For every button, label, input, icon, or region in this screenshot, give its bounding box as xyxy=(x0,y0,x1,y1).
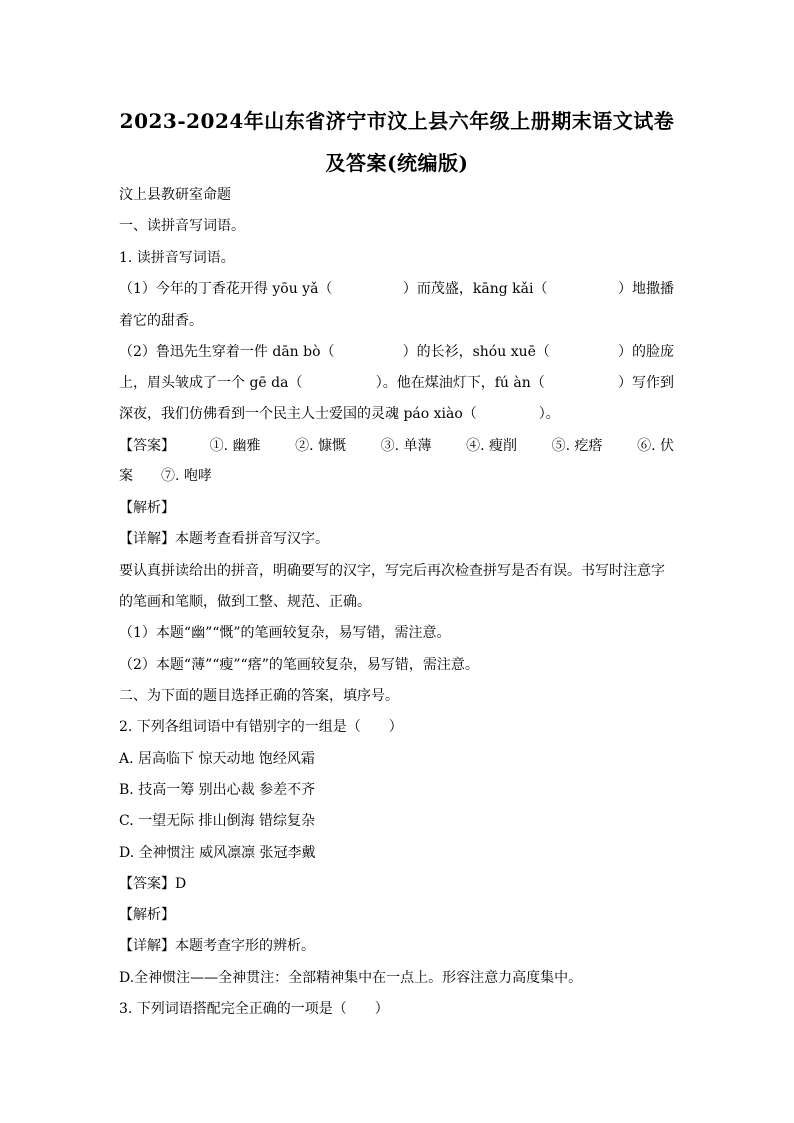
question-2-detail: 【详解】本题考查字形的辨析。 xyxy=(119,938,315,954)
author-line: 汶上县教研室命题 xyxy=(119,187,231,203)
question-1-explain-line-2: 的笔画和笔顺，做到工整、规范、正确。 xyxy=(119,594,371,610)
question-1-explain-line-1: 要认真拼读给出的拼音，明确要写的汉字，写完后再次检查拼写是否有误。书写时注意字 xyxy=(119,563,665,579)
question-1-analysis-label: 【解析】 xyxy=(119,500,175,516)
question-2-option-b: B. 技高一筹 别出心裁 参差不齐 xyxy=(119,782,316,798)
question-1-part-2-line-2 xyxy=(119,373,674,393)
question-2-explain: D.全神惯注——全神贯注：全部精神集中在一点上。形容注意力高度集中。 xyxy=(119,970,583,986)
question-1-stem: 1. 读拼音写词语。 xyxy=(119,250,235,266)
section-2-heading: 二、为下面的题目选择正确的答案，填序号。 xyxy=(119,688,399,704)
answer-item: ①. 幽雅 xyxy=(209,438,261,454)
question-1-part-2-line-1 xyxy=(119,342,674,362)
question-3-stem: 3. 下列词语搭配完全正确的一项是（ ） xyxy=(119,1001,389,1017)
q1-p1-text-c: ）地撒播 xyxy=(618,281,674,297)
question-1-part-1-line-2: 着它的甜香。 xyxy=(119,313,203,329)
answer-item: ④. 瘦削 xyxy=(466,438,517,454)
question-1-part-1-line-1 xyxy=(119,279,674,299)
q1-p1-text-a: （1）今年的丁香花开得 yōu yǎ（ xyxy=(119,281,333,297)
question-2-option-a: A. 居高临下 惊天动地 饱经风霜 xyxy=(119,751,315,767)
question-1-note-1: （1）本题“幽”“慨”的笔画较复杂，易写错，需注意。 xyxy=(119,625,451,641)
answer-item: ⑦. 咆哮 xyxy=(161,468,212,484)
q1-p2-text-a: （2）鲁迅先生穿着一件 dān bò（ xyxy=(119,344,335,360)
answer-item: ②. 慷慨 xyxy=(295,438,346,454)
question-1-detail: 【详解】本题考查看拼音写汉字。 xyxy=(119,531,329,547)
question-1-note-2: （2）本题“薄”“瘦”“瘩”的笔画较复杂，易写错，需注意。 xyxy=(119,657,479,673)
answer-item: ⑤. 疙瘩 xyxy=(551,438,603,454)
q1-p2-text-b: ）的长衫，shóu xuē（ xyxy=(402,344,550,360)
question-2-stem: 2. 下列各组词语中有错别字的一组是（ ） xyxy=(119,719,403,735)
answer-item: 案 xyxy=(119,468,133,484)
question-2-option-c: C. 一望无际 排山倒海 错综复杂 xyxy=(119,813,316,829)
q1-p2-text-d: 上，眉头皱成了一个 gē da（ xyxy=(119,375,303,391)
question-2-option-d: D. 全神惯注 威风凛凛 张冠李戴 xyxy=(119,845,316,861)
question-1-answer-line-1 xyxy=(119,436,674,456)
document-title-line-1: 2023-2024年山东省济宁市汶上县六年级上册期末语文试卷 xyxy=(119,109,675,133)
document-title-line-2: 及答案(统编版) xyxy=(325,151,469,175)
question-2-analysis-label: 【解析】 xyxy=(119,907,175,923)
q1-p2-text-g: 深夜，我们仿佛看到一个民主人士爱国的灵魂 páo xiào（ xyxy=(119,406,477,422)
q1-p2-text-c: ）的脸庞 xyxy=(617,344,674,360)
q1-p1-text-b: ）而茂盛，kāng kǎi（ xyxy=(402,281,548,297)
answer-label: 【答案】 xyxy=(119,438,175,454)
q1-p2-text-e: ）。他在煤油灯下，fú àn（ xyxy=(375,375,545,391)
question-1-part-2-line-3 xyxy=(119,404,560,424)
section-1-heading: 一、读拼音写词语。 xyxy=(119,218,245,234)
question-1-answer-line-2 xyxy=(119,466,212,486)
q1-p2-text-f: ）写作到 xyxy=(617,375,674,391)
q1-p2-text-h: ）。 xyxy=(538,406,560,422)
question-2-answer: 【答案】D xyxy=(119,876,187,892)
answer-item: ③. 单薄 xyxy=(380,438,432,454)
answer-item: ⑥. 伏 xyxy=(637,438,674,454)
